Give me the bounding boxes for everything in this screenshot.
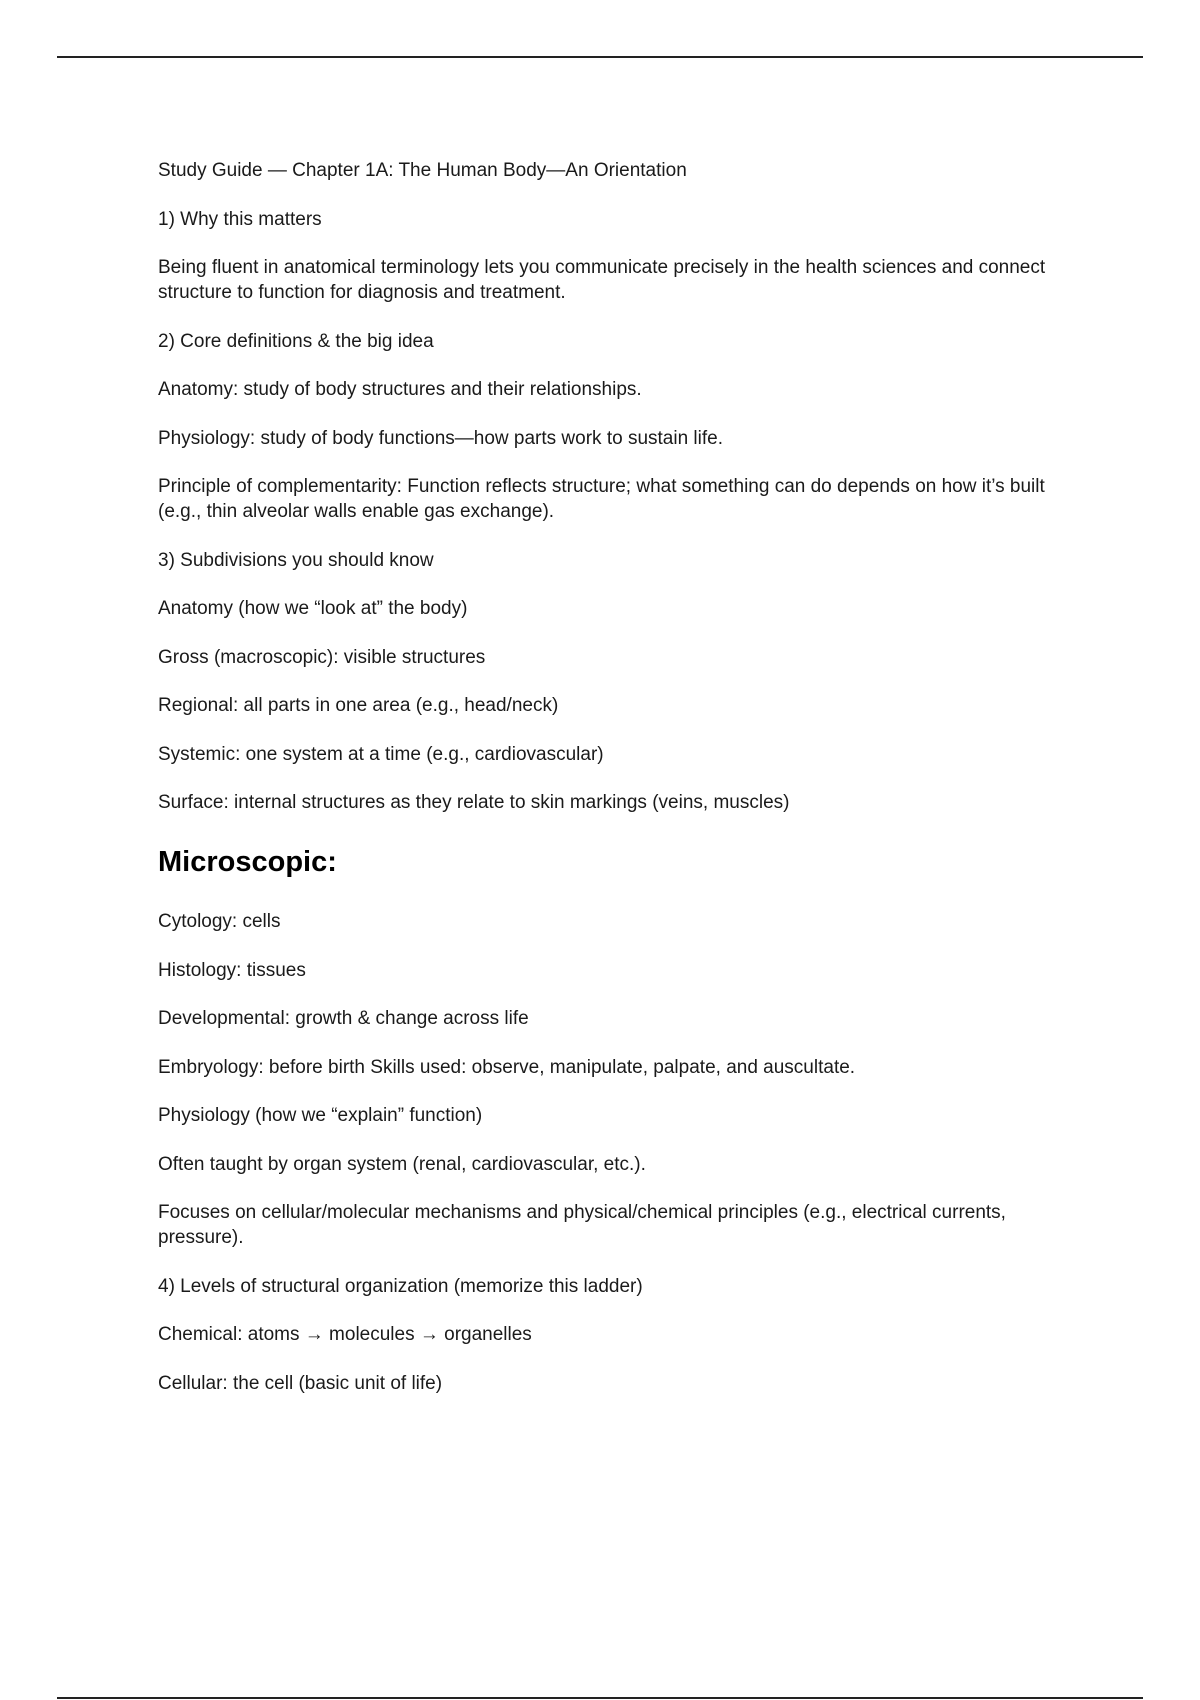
item-physiology: Physiology (how we “explain” function) [158, 1105, 483, 1126]
definition-complementarity: Principle of complementarity: Function reflects structure; what something can do depends on how it’s built (e.g., thin alveolar walls enable gas exchange). [158, 476, 1045, 522]
document-body [158, 158, 1058, 1419]
paragraph-why: Being fluent in anatomical terminology lets you communicate precisely in the health sciences and connect structure to function for diagnosis and treatment. [158, 257, 1046, 303]
item-cytology: Cytology: cells [158, 911, 281, 932]
section-heading-levels: 4) Levels of structural organization (memorize this ladder) [158, 1275, 643, 1297]
item-histology: Histology: tissues [158, 959, 306, 981]
definition-physiology: Physiology: study of body functions—how parts work to sustain life. [158, 427, 723, 449]
microscopic-heading: Microscopic: [158, 846, 337, 878]
item-organ-system: Often taught by organ system (renal, cardiovascular, etc.). [158, 1153, 646, 1175]
subdivision-surface: Surface: internal structures as they relate to skin markings (veins, muscles) [158, 792, 790, 813]
subdivision-systemic: Systemic: one system at a time (e.g., cardiovascular) [158, 743, 604, 765]
definition-anatomy: Anatomy: study of body structures and their relationships. [158, 379, 642, 400]
section-heading-definitions: 2) Core definitions & the big idea [158, 330, 434, 352]
document-title: Study Guide — Chapter 1A: The Human Body—An Orientation [158, 160, 687, 181]
level-cellular: Cellular: the cell (basic unit of life) [158, 1372, 443, 1394]
section-heading-subdivisions: 3) Subdivisions you should know [158, 549, 434, 571]
subdivision-regional: Regional: all parts in one area (e.g., head/neck) [158, 695, 559, 716]
section-heading-why: 1) Why this matters [158, 208, 322, 230]
item-developmental: Developmental: growth & change across life [158, 1008, 529, 1029]
subdivision-gross: Gross (macroscopic): visible structures [158, 646, 486, 668]
top-rule [57, 56, 1143, 58]
level-chemical: Chemical: atoms → molecules → organelles [158, 1324, 532, 1345]
item-mechanisms: Focuses on cellular/molecular mechanisms and physical/chemical principles (e.g., electrical currents, pressure). [158, 1202, 1006, 1248]
subdivision-anatomy: Anatomy (how we “look at” the body) [158, 598, 468, 619]
item-embryology: Embryology: before birth Skills used: observe, manipulate, palpate, and auscultate. [158, 1056, 856, 1078]
bottom-rule [57, 1697, 1143, 1699]
